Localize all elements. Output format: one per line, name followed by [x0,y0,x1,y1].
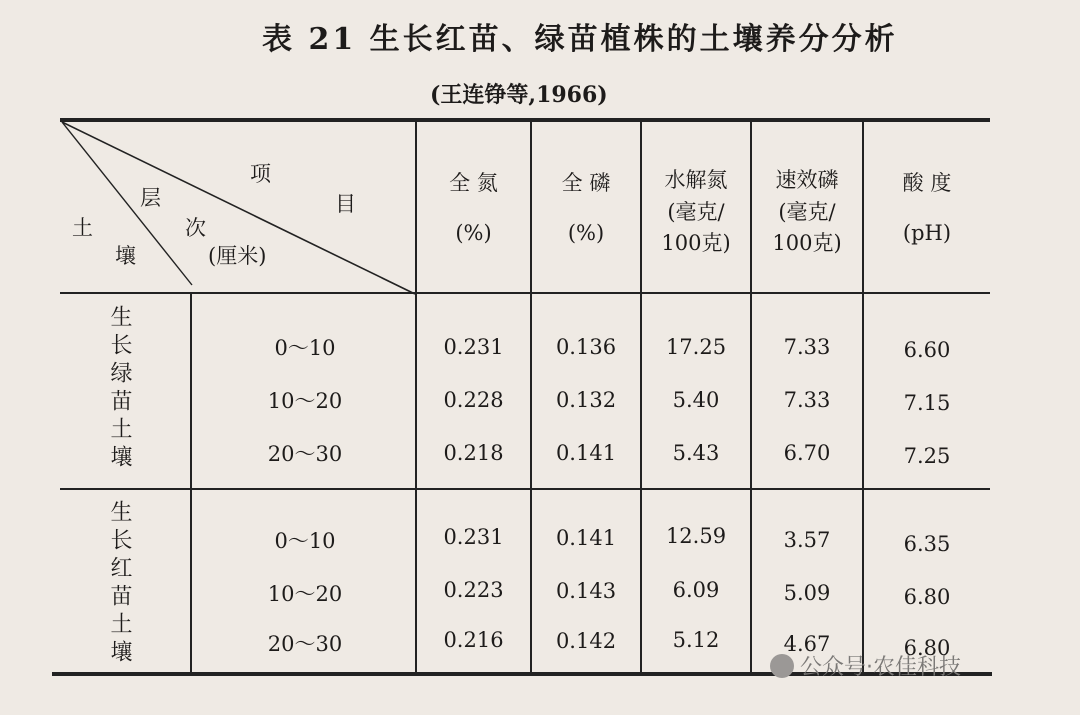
table-cell: 0.223 [443,578,504,602]
table-cell: 6.35 [903,532,951,556]
watermark-text: 公众号·农佳科技 [800,655,961,680]
table-cell: 0.231 [443,335,504,359]
table-cell: 7.33 [783,335,831,359]
table-cell: 0.143 [555,579,617,603]
table-cell: 6.60 [903,338,951,362]
table-row-depth: 20～30 [267,632,343,656]
table-row-depth: 0～10 [274,529,336,553]
header-total-p [532,168,640,249]
table-cell: 6.09 [672,578,720,602]
table-cell: 0.231 [443,525,504,549]
header-acidity-unit: (pH) [902,220,952,245]
table-cell: 4.67 [783,632,831,656]
corner-ceng: 层 [140,186,161,210]
table-cell: 7.15 [903,391,951,415]
table-cell: 6.80 [903,585,951,609]
table-row-depth: 20～30 [267,442,343,466]
table-cell: 0.218 [443,441,504,465]
table-cell: 0.216 [443,628,504,652]
table-cell: 6.80 [903,636,951,660]
table-source: (王连铮等,1966) [430,82,608,108]
table-cell: 0.141 [555,441,617,465]
header-hydrolysable-n-unit2: 100克) [661,231,731,255]
header-total-n-name: 全 氮 [449,171,498,195]
table-cell: 0.132 [555,388,617,412]
corner-tu: 土 [72,216,93,240]
header-acidity-name: 酸 度 [902,171,952,195]
header-hydrolysable-n-unit: (毫克/ [667,199,725,224]
table-row-depth: 0～10 [274,336,336,360]
table-cell: 12.59 [665,524,727,548]
header-available-p [752,165,862,260]
table-cell: 0.142 [555,629,617,653]
table-cell: 5.09 [783,581,831,605]
header-available-p-unit2: 100克) [772,231,842,255]
header-available-p-unit: (毫克/ [778,199,836,224]
watermark [770,650,961,681]
header-hydrolysable-n [642,165,750,260]
header-hydrolysable-n-name: 水解氮 [664,168,728,192]
corner-item: 项 [250,162,271,186]
header-total-n [417,168,530,249]
table-cell: 0.136 [555,335,617,359]
table-cell: 5.12 [672,628,720,652]
table-cell: 3.57 [783,528,831,552]
table-cell: 5.43 [672,441,720,465]
header-available-p-name: 速效磷 [775,168,839,192]
group-label-red: 生长红苗土壤 [107,500,132,668]
corner-ci: 次 [185,216,206,240]
table-row-depth: 10～20 [267,389,343,413]
header-total-p-unit: (%) [567,220,605,245]
table-row-depth: 10～20 [267,582,343,606]
header-total-n-unit: (%) [455,220,492,245]
wechat-icon [770,654,794,678]
table-cell: 0.141 [555,526,617,550]
table-cell: 5.40 [672,388,720,412]
table-cell: 17.25 [665,335,727,359]
header-total-p-name: 全 磷 [561,171,611,195]
table-cell: 0.228 [443,388,504,412]
table-title: 表 21 生长红苗、绿苗植株的土壤养分分析 [262,22,898,57]
corner-rang: 壤 [115,244,136,268]
group-label-green: 生长绿苗土壤 [107,305,132,473]
corner-unit: (厘米) [208,244,267,268]
table-cell: 7.33 [783,388,831,412]
header-acidity [864,168,990,249]
table-cell: 7.25 [903,444,951,468]
corner-mu: 目 [335,192,356,216]
table-cell: 6.70 [783,441,831,465]
